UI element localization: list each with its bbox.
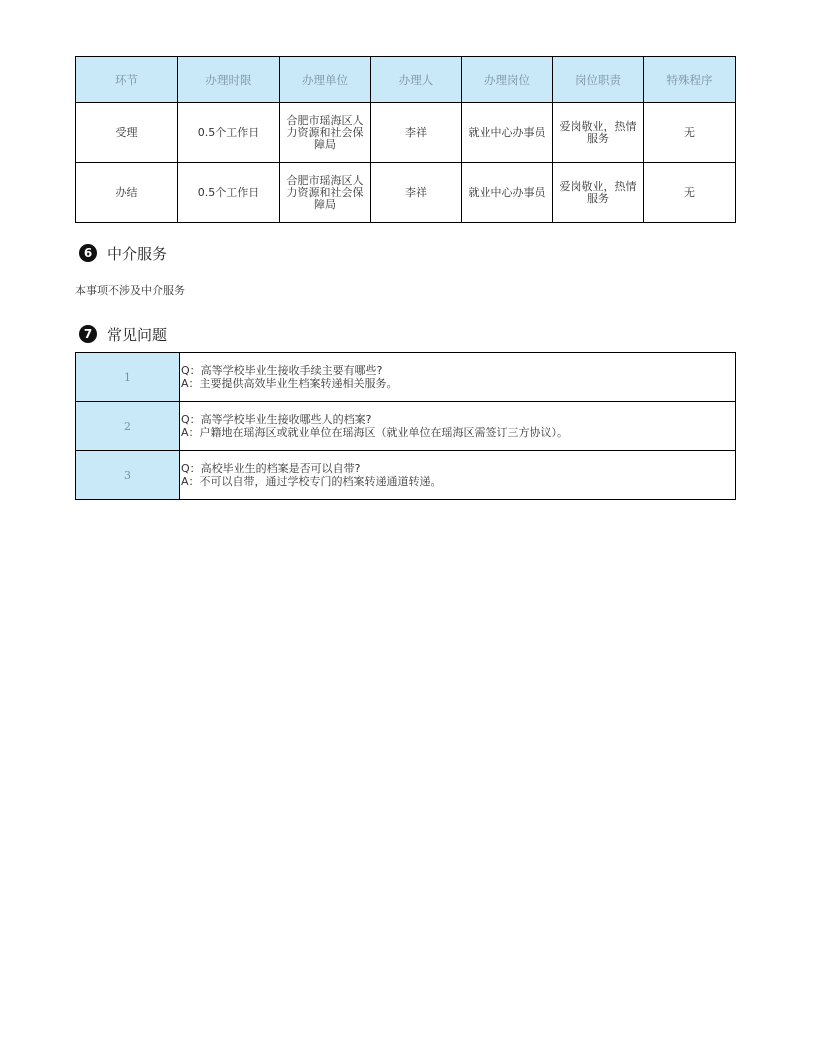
cell-special: 无 — [644, 163, 736, 223]
cell-handler: 李祥 — [371, 103, 462, 163]
cell-duty: 爱岗敬业，热情服务 — [553, 163, 644, 223]
process-table — [75, 56, 736, 223]
section-heading-intermediary — [79, 243, 167, 263]
faq-number: 1 — [76, 353, 180, 402]
faq-question: Q：高等学校毕业生接收哪些人的档案? — [181, 413, 372, 426]
table-row — [76, 103, 736, 163]
cell-stage: 办结 — [76, 163, 178, 223]
section-number-badge: 6 — [79, 244, 97, 262]
header-special: 特殊程序 — [644, 57, 736, 103]
intermediary-text: 本事项不涉及中介服务 — [75, 284, 185, 297]
faq-number: 2 — [76, 402, 180, 451]
faq-question: Q：高校毕业生的档案是否可以自带? — [181, 462, 361, 475]
faq-row — [76, 353, 736, 402]
cell-special: 无 — [644, 103, 736, 163]
header-stage: 环节 — [76, 57, 178, 103]
cell-stage: 受理 — [76, 103, 178, 163]
section-heading-faq — [79, 324, 167, 344]
faq-content — [180, 353, 736, 402]
faq-row — [76, 451, 736, 500]
faq-number: 3 — [76, 451, 180, 500]
header-unit: 办理单位 — [280, 57, 371, 103]
faq-content — [180, 402, 736, 451]
cell-duty: 爱岗敬业，热情服务 — [553, 103, 644, 163]
section-title: 中介服务 — [107, 244, 168, 263]
faq-answer: A：户籍地在瑶海区或就业单位在瑶海区（就业单位在瑶海区需签订三方协议）。 — [181, 426, 569, 439]
section-number-badge: 7 — [79, 325, 97, 343]
faq-table — [75, 352, 736, 500]
cell-handler: 李祥 — [371, 163, 462, 223]
cell-post: 就业中心办事员 — [462, 163, 553, 223]
faq-answer: A：主要提供高效毕业生档案转递相关服务。 — [181, 377, 398, 390]
cell-post: 就业中心办事员 — [462, 103, 553, 163]
header-post: 办理岗位 — [462, 57, 553, 103]
cell-time-limit: 0.5个工作日 — [178, 163, 280, 223]
faq-answer: A：不可以自带，通过学校专门的档案转递通道转递。 — [181, 475, 442, 488]
table-row — [76, 163, 736, 223]
cell-time-limit: 0.5个工作日 — [178, 103, 280, 163]
header-time-limit: 办理时限 — [178, 57, 280, 103]
header-duty: 岗位职责 — [553, 57, 644, 103]
faq-content — [180, 451, 736, 500]
cell-unit: 合肥市瑶海区人力资源和社会保障局 — [280, 103, 371, 163]
process-table-header-row — [76, 57, 736, 103]
faq-question: Q：高等学校毕业生接收手续主要有哪些? — [181, 364, 383, 377]
header-handler: 办理人 — [371, 57, 462, 103]
section-title: 常见问题 — [107, 325, 168, 344]
faq-row — [76, 402, 736, 451]
cell-unit: 合肥市瑶海区人力资源和社会保障局 — [280, 163, 371, 223]
